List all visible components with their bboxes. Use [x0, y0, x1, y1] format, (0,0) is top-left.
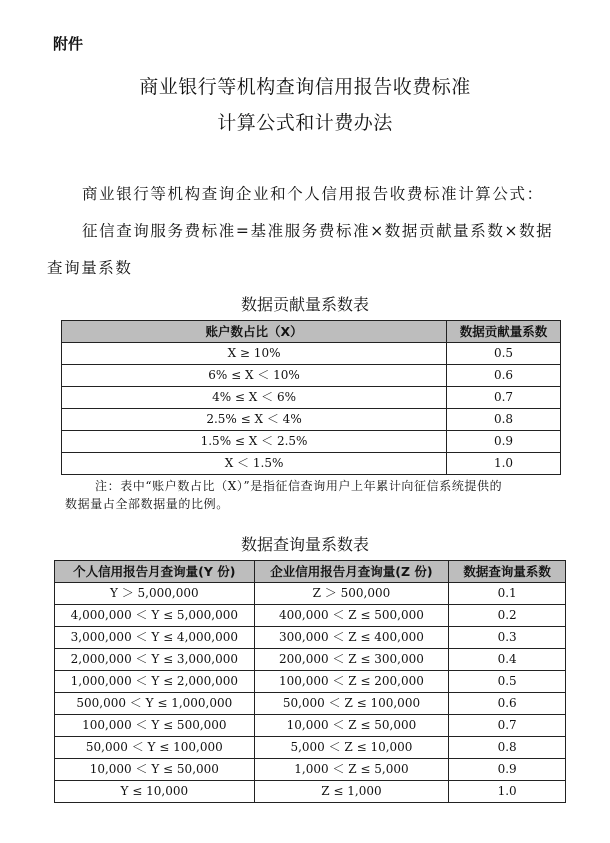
personal-queries-cell: 4,000,000 ＜ Y ≤ 5,000,000 [55, 605, 255, 627]
table-row [55, 627, 566, 649]
table-note-line1: 注：表中“账户数占比（X）”是指征信查询用户上年累计向征信系统提供的 [95, 479, 503, 493]
personal-queries-cell: 50,000 ＜ Y ≤ 100,000 [55, 737, 255, 759]
document-title-line2: 计算公式和计费办法 [217, 112, 393, 134]
account-ratio-cell: X ≥ 10% [62, 343, 447, 365]
query-coefficient-cell: 0.7 [449, 715, 566, 737]
table-row [55, 715, 566, 737]
column-header-account-ratio: 账户数占比（X） [62, 321, 447, 343]
account-ratio-cell: 2.5% ≤ X ＜ 4% [62, 409, 447, 431]
table-row [62, 453, 561, 475]
table-header-row [55, 561, 566, 583]
query-coefficient-cell: 1.0 [449, 781, 566, 803]
table-row [62, 431, 561, 453]
enterprise-queries-cell: 100,000 ＜ Z ≤ 200,000 [254, 671, 449, 693]
table-row [55, 781, 566, 803]
enterprise-queries-cell: Z ≤ 1,000 [254, 781, 449, 803]
query-coefficient-cell: 0.6 [449, 693, 566, 715]
enterprise-queries-cell: 200,000 ＜ Z ≤ 300,000 [254, 649, 449, 671]
personal-queries-cell: Y ＞ 5,000,000 [55, 583, 255, 605]
table-note-line2: 数据量占全部数据量的比例。 [65, 497, 229, 511]
table-header-row [62, 321, 561, 343]
query-table-title: 数据查询量系数表 [240, 535, 369, 554]
column-header-personal-queries: 个人信用报告月查询量(Y 份) [55, 561, 255, 583]
enterprise-queries-cell: 5,000 ＜ Z ≤ 10,000 [254, 737, 449, 759]
account-ratio-cell: X ＜ 1.5% [62, 453, 447, 475]
enterprise-queries-cell: 50,000 ＜ Z ≤ 100,000 [254, 693, 449, 715]
table-row [55, 737, 566, 759]
table-row [62, 365, 561, 387]
enterprise-queries-cell: 10,000 ＜ Z ≤ 50,000 [254, 715, 449, 737]
formula-line2: 查询量系数 [47, 259, 133, 277]
enterprise-queries-cell: 1,000 ＜ Z ≤ 5,000 [254, 759, 449, 781]
contribution-coefficient-cell: 0.5 [447, 343, 561, 365]
personal-queries-cell: 100,000 ＜ Y ≤ 500,000 [55, 715, 255, 737]
personal-queries-cell: 2,000,000 ＜ Y ≤ 3,000,000 [55, 649, 255, 671]
query-coefficient-cell: 0.9 [449, 759, 566, 781]
document-title-line1: 商业银行等机构查询信用报告收费标准 [139, 76, 471, 98]
column-header-query-coefficient: 数据查询量系数 [449, 561, 566, 583]
query-coefficient-cell: 0.2 [449, 605, 566, 627]
query-coefficient-cell: 0.4 [449, 649, 566, 671]
table-row [62, 387, 561, 409]
table-row [55, 693, 566, 715]
personal-queries-cell: 500,000 ＜ Y ≤ 1,000,000 [55, 693, 255, 715]
contribution-coefficient-table [61, 320, 561, 475]
enterprise-queries-cell: 400,000 ＜ Z ≤ 500,000 [254, 605, 449, 627]
table-row [62, 409, 561, 431]
account-ratio-cell: 1.5% ≤ X ＜ 2.5% [62, 431, 447, 453]
intro-paragraph: 商业银行等机构查询企业和个人信用报告收费标准计算公式： [82, 185, 544, 203]
contribution-coefficient-cell: 0.6 [447, 365, 561, 387]
table-row [62, 343, 561, 365]
personal-queries-cell: 3,000,000 ＜ Y ≤ 4,000,000 [55, 627, 255, 649]
table-row [55, 583, 566, 605]
account-ratio-cell: 4% ≤ X ＜ 6% [62, 387, 447, 409]
account-ratio-cell: 6% ≤ X ＜ 10% [62, 365, 447, 387]
query-coefficient-cell: 0.3 [449, 627, 566, 649]
table-row [55, 649, 566, 671]
enterprise-queries-cell: 300,000 ＜ Z ≤ 400,000 [254, 627, 449, 649]
attachment-label: 附件 [53, 35, 84, 53]
column-header-enterprise-queries: 企业信用报告月查询量(Z 份) [254, 561, 449, 583]
table-row [55, 671, 566, 693]
personal-queries-cell: 10,000 ＜ Y ≤ 50,000 [55, 759, 255, 781]
query-coefficient-cell: 0.8 [449, 737, 566, 759]
table-row [55, 605, 566, 627]
contribution-coefficient-cell: 0.7 [447, 387, 561, 409]
column-header-contribution-coefficient: 数据贡献量系数 [447, 321, 561, 343]
query-coefficient-table [54, 560, 566, 803]
table-row [55, 759, 566, 781]
enterprise-queries-cell: Z ＞ 500,000 [254, 583, 449, 605]
formula-line1: 征信查询服务费标准=基准服务费标准×数据贡献量系数×数据 [82, 222, 554, 240]
query-coefficient-cell: 0.1 [449, 583, 566, 605]
contribution-table-title: 数据贡献量系数表 [240, 295, 369, 314]
personal-queries-cell: 1,000,000 ＜ Y ≤ 2,000,000 [55, 671, 255, 693]
contribution-coefficient-cell: 1.0 [447, 453, 561, 475]
contribution-coefficient-cell: 0.8 [447, 409, 561, 431]
contribution-coefficient-cell: 0.9 [447, 431, 561, 453]
query-coefficient-cell: 0.5 [449, 671, 566, 693]
personal-queries-cell: Y ≤ 10,000 [55, 781, 255, 803]
